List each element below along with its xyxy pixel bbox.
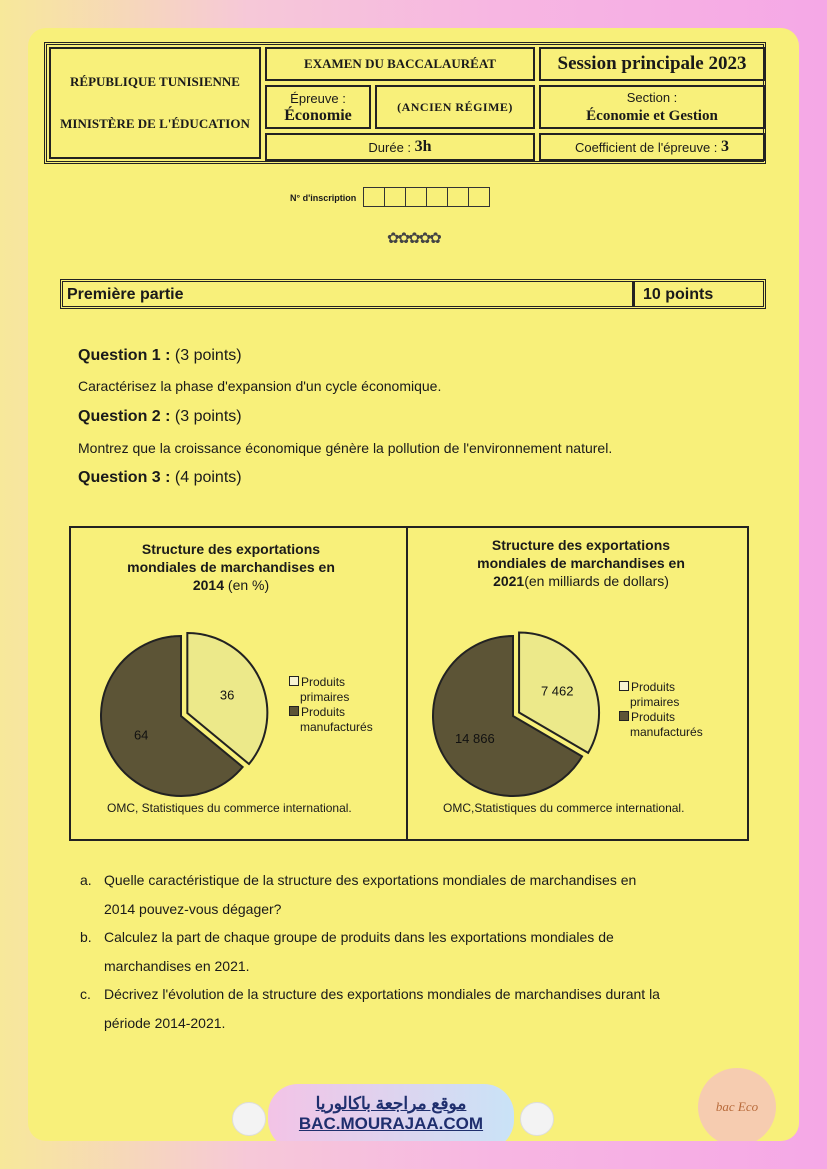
part-title: Première partie (67, 286, 184, 303)
chart-2021-title-unit: (en milliards de dollars) (524, 573, 669, 589)
legend-label: Produits (631, 680, 676, 694)
subquestion-b (80, 923, 745, 981)
question-2-points: (3 points) (170, 408, 242, 425)
pie-label-manufactures: 14 866 (454, 730, 495, 746)
question-1-text: Caractérisez la phase d'expansion d'un cycle économique. (78, 378, 442, 394)
subquestion-b-label: b. (80, 929, 92, 945)
chart-2014-title-year: 2014 (192, 577, 225, 593)
question-2-text: Montrez que la croissance économique génère la pollution de l'environnement naturel. (78, 440, 613, 456)
chart-2021-title-line1: Structure des exportations (491, 537, 671, 553)
digit-box[interactable] (363, 187, 385, 207)
site-banner[interactable] (268, 1084, 514, 1141)
section-cell (539, 85, 765, 129)
part-divider (632, 282, 635, 306)
legend-label: primaires (630, 695, 680, 709)
question-3-label: Question 3 : (78, 469, 171, 486)
legend-label: primaires (300, 690, 350, 704)
ministry-label: MINISTÈRE DE L'ÉDUCATION (60, 116, 250, 131)
digit-box[interactable] (384, 187, 406, 207)
question-3-points: (4 points) (170, 469, 242, 486)
flower-ornament: ✿✿✿✿✿ (387, 230, 440, 247)
inscription-boxes[interactable] (364, 187, 490, 207)
subquestion-a-line1: Quelle caractéristique de la structure des exportations mondiales de marchandises en (104, 872, 637, 888)
coef-value: 3 (721, 138, 730, 155)
pie-label-primaires: 7 462 (540, 683, 574, 699)
exam-sheet (28, 28, 799, 1141)
epreuve-label: Épreuve : (290, 91, 346, 106)
digit-box[interactable] (426, 187, 448, 207)
subquestion-b-line1: Calculez la part de chaque groupe de produits dans les exportations mondiales de (104, 929, 614, 945)
charts-divider (406, 528, 408, 839)
legend-item-manufactures (289, 705, 373, 720)
chart-2021-legend (619, 680, 703, 740)
chart-2021-pie (423, 616, 623, 806)
legend-swatch-manufactures (619, 711, 629, 721)
subquestion-b-line2: marchandises en 2021. (104, 958, 250, 974)
legend-swatch-manufactures (289, 706, 299, 716)
legend-label: Produits (301, 705, 346, 719)
exam-title: EXAMEN DU BACCALAURÉAT (265, 47, 535, 81)
chart-2021-source: OMC,Statistiques du commerce international. (443, 801, 685, 815)
regime-label: (ANCIEN RÉGIME) (375, 85, 535, 129)
coef-cell (539, 133, 765, 161)
question-2-label: Question 2 : (78, 408, 171, 425)
legend-item-primaires (619, 680, 703, 695)
legend-item-manufactures (619, 710, 703, 725)
legend-label: manufacturés (300, 720, 373, 734)
question-2-heading (78, 408, 242, 426)
duree-value: 3h (414, 138, 432, 155)
subquestion-a-line2: 2014 pouvez-vous dégager? (104, 901, 282, 917)
inscription-label: N° d'inscription (290, 193, 357, 203)
chart-2014-title-unit: (en %) (224, 577, 270, 593)
duree-label: Durée : (368, 139, 412, 155)
digit-box[interactable] (405, 187, 427, 207)
part-points: 10 points (643, 286, 714, 303)
site-url[interactable]: BAC.MOURAJAA.COM (298, 1114, 484, 1133)
digit-box[interactable] (447, 187, 469, 207)
question-3-heading (78, 469, 242, 487)
ministry-block (49, 47, 261, 159)
chart-2014-title (111, 540, 351, 594)
question-1-heading (78, 347, 242, 365)
republic-label: RÉPUBLIQUE TUNISIENNE (70, 74, 240, 89)
chart-2021-title (446, 536, 716, 590)
section-label: Section : (626, 90, 678, 105)
chart-2014-title-line1: Structure des exportations (141, 541, 321, 557)
chart-2021-title-year: 2021 (493, 573, 525, 589)
chart-2014-legend (289, 675, 373, 735)
subquestion-a-label: a. (80, 872, 92, 888)
legend-swatch-primaires (289, 676, 299, 686)
legend-label: manufacturés (630, 725, 703, 739)
chart-2014-title-line2: mondiales de marchandises en (127, 559, 335, 575)
subquestion-c (80, 980, 745, 1038)
exam-header (44, 42, 766, 164)
subquestion-c-label: c. (80, 986, 91, 1002)
question-1-label: Question 1 : (78, 347, 171, 364)
site-logo-right (520, 1102, 554, 1136)
legend-item-primaires (289, 675, 373, 690)
legend-swatch-primaires (619, 681, 629, 691)
charts-frame (69, 526, 749, 841)
part-bar (60, 279, 766, 309)
question-1-points: (3 points) (170, 347, 242, 364)
digit-box[interactable] (468, 187, 490, 207)
chart-2014-pie (91, 616, 291, 806)
coef-label: Coefficient de l'épreuve : (574, 139, 718, 155)
pie-label-manufactures: 64 (133, 727, 149, 743)
subquestion-c-line2: période 2014-2021. (104, 1015, 226, 1031)
chart-2014-source: OMC, Statistiques du commerce international. (107, 801, 352, 815)
chart-2021-title-line2: mondiales de marchandises en (477, 555, 685, 571)
site-arabic-name[interactable]: موقع مراجعة باكالوريا (315, 1094, 467, 1113)
epreuve-value: Économie (284, 107, 352, 124)
session-title: Session principale 2023 (539, 47, 765, 81)
pie-label-primaires: 36 (219, 687, 235, 703)
duree-cell (265, 133, 535, 161)
subquestion-c-line1: Décrivez l'évolution de la structure des exportations mondiales de marchandises durant la (104, 986, 660, 1002)
subquestion-a (80, 866, 745, 924)
epreuve-cell (265, 85, 371, 129)
bac-eco-badge: bac Eco (698, 1068, 776, 1141)
site-logo-left (232, 1102, 266, 1136)
legend-label: Produits (301, 675, 346, 689)
legend-label: Produits (631, 710, 676, 724)
section-value: Économie et Gestion (586, 108, 718, 124)
